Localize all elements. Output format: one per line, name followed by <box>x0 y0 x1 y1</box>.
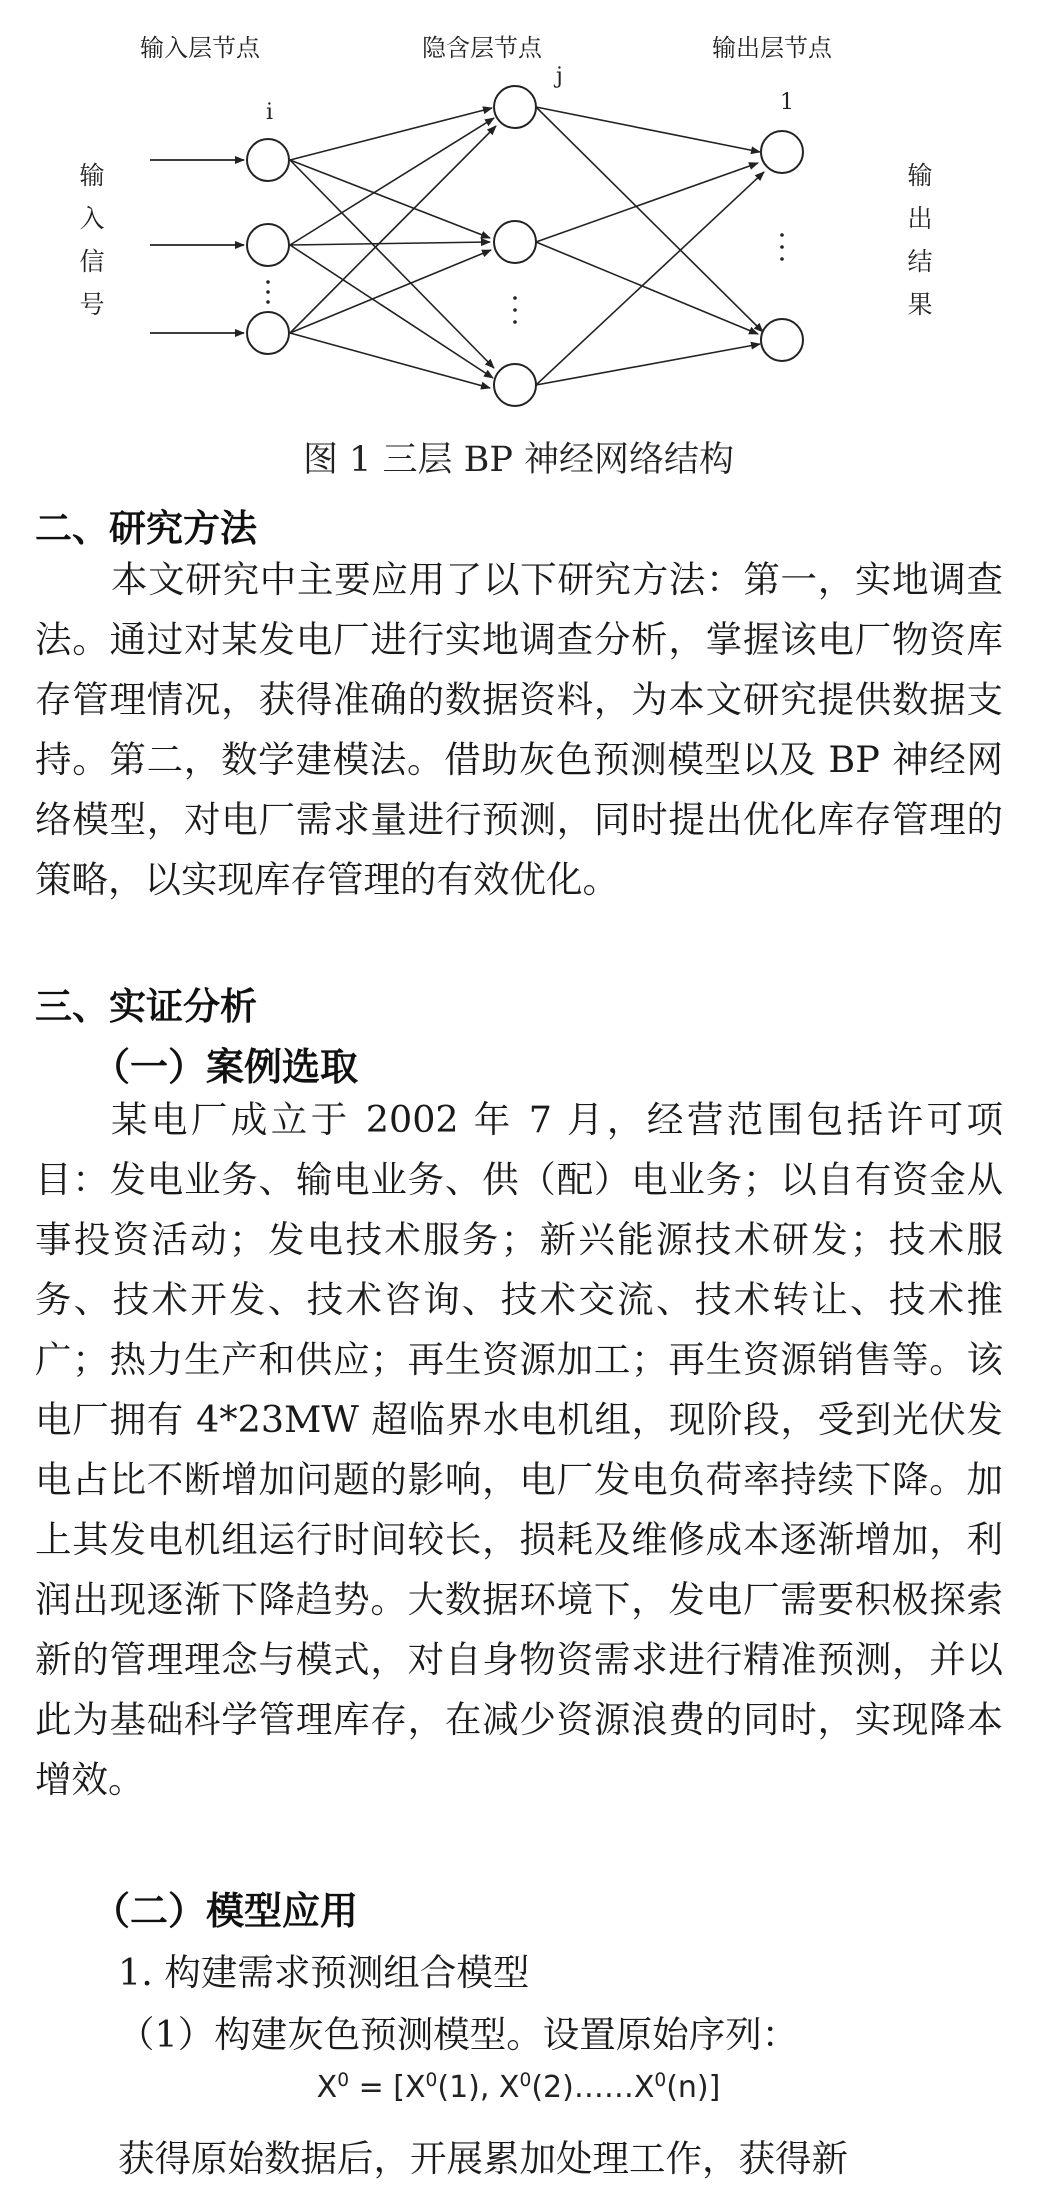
node-1-label: 1 <box>780 90 794 115</box>
figure-caption: 图 1 三层 BP 神经网络结构 <box>302 440 735 480</box>
input-node-1 <box>247 139 289 181</box>
output-node-n <box>761 319 803 361</box>
input-node-2 <box>247 224 289 266</box>
item-grey-model: （1）构建灰色预测模型。设置原始序列： <box>118 2013 799 2056</box>
hidden-output-connections <box>536 107 764 385</box>
subsection-heading-model: （二）模型应用 <box>92 1889 359 1933</box>
original-sequence-formula: $X^0 = [X^0(1)$, $X^0(2)\dots\dots X^0(n)$] <box>316 2070 721 2105</box>
subsection-heading-case: （一）案例选取 <box>92 1045 359 1089</box>
node-i-label: i <box>266 100 274 125</box>
methods-paragraph: 本文研究中主要应用了以下研究方法：第一，实地调查法。通过对某发电厂进行实地调查分析，掌握该电厂物资库存管理情况，获得准确的数据资料，为本文研究提供数据支持。第二，数学建模法。借助灰色预测模型以及 BP 神经网络模型，对电厂需求量进行预测，同时提出优化库存管理的策略，以实现库存管理的有效优化。 <box>35 558 1003 901</box>
bp-network-figure <box>0 0 1037 430</box>
output-layer-label: 输出层节点 <box>712 34 832 62</box>
output-result-label: 输出结果 <box>904 162 933 334</box>
last-text-line: 获得原始数据后，开展累加处理工作，获得新 <box>118 2137 848 2180</box>
input-node-n <box>247 312 289 354</box>
hidden-node-n <box>494 364 536 406</box>
section-heading-methods: 二、研究方法 <box>35 507 257 550</box>
input-arrows <box>150 160 244 333</box>
case-paragraph: 某电厂成立于 2002 年 7 月，经营范围包括许可项目：发电业务、输电业务、供（配）电业务；以自有资金从事投资活动；发电技术服务；新兴能源技术研发；技术服务、技术开发、技术咨询、技术交流、技术转让、技术推广；热力生产和供应；再生资源加工；再生资源销售等。该电厂拥有 4*23MW 超临界水电机组，现阶段，受到光伏发电占比不断增加问题的影响，电厂发电负荷率持续下降。加上其发电机组运行时间较长，损耗及维修成本逐渐增加，利润出现逐渐下降趋势。大数据环境下，发电厂需要积极探索新的管理理念与模式，对自身物资需求进行精准预测，并以此为基础科学管理库存，在减少资源浪费的同时，实现降本增效。 <box>35 1098 1003 1801</box>
hidden-node-1 <box>494 86 536 128</box>
hidden-node-2 <box>494 221 536 263</box>
output-node-1 <box>761 131 803 173</box>
hidden-layer-label: 隐含层节点 <box>422 34 542 62</box>
network-diagram <box>0 0 1037 430</box>
node-j-label: j <box>556 64 563 89</box>
input-signal-label: 输入信号 <box>76 162 105 334</box>
section-heading-empirical: 三、实证分析 <box>35 985 257 1028</box>
item-build-model: 1. 构建需求预测组合模型 <box>118 1951 530 1994</box>
input-layer-label: 输入层节点 <box>140 34 260 62</box>
network-nodes <box>247 86 803 406</box>
input-hidden-connections <box>290 108 496 388</box>
